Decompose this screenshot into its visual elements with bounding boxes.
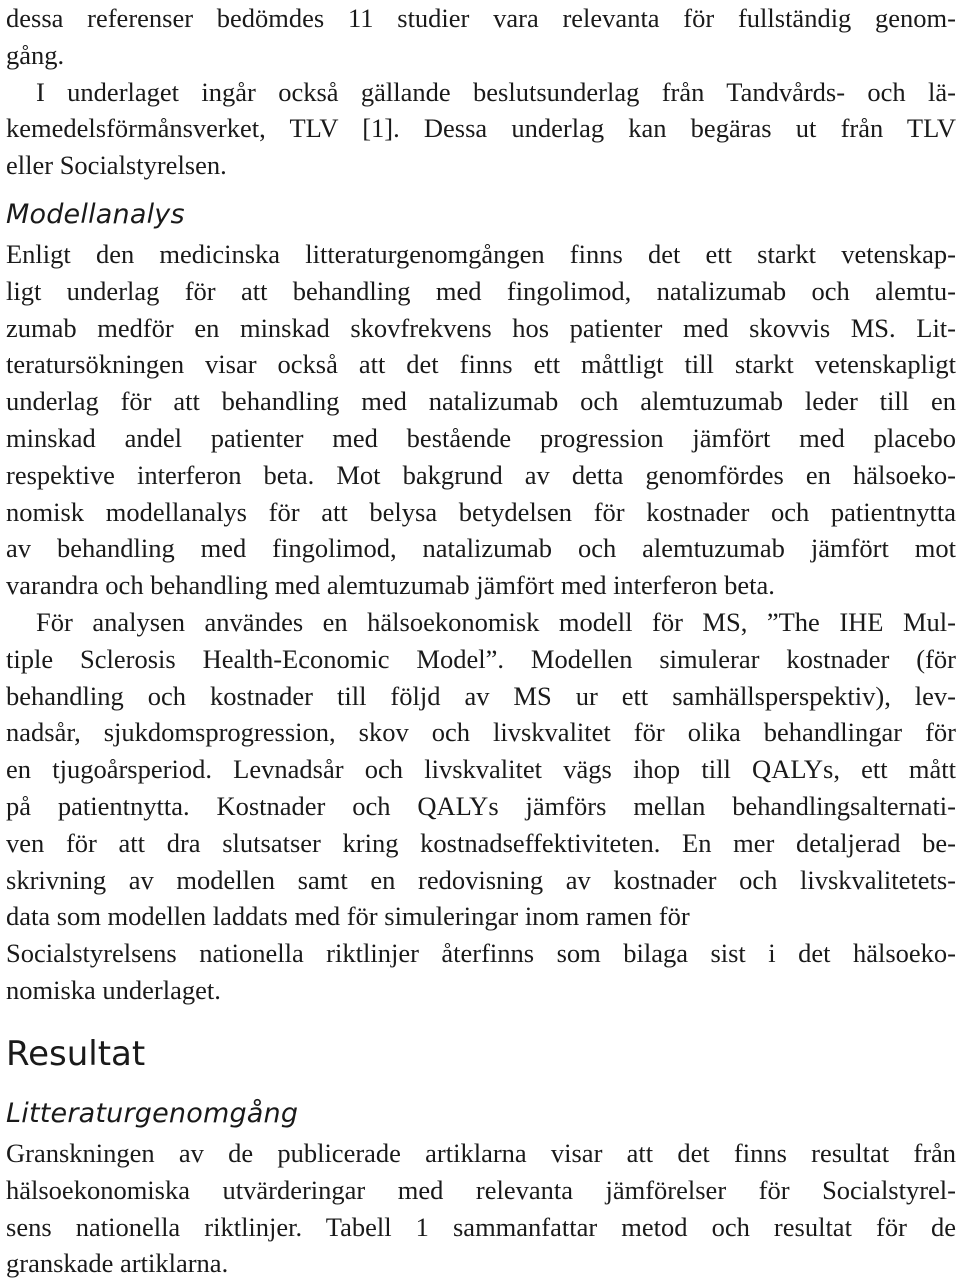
text-line: granskade artiklarna. [6,1248,229,1279]
text-line: Socialstyrelsens nationella riktlinjer återfinns som bilaga sist i det hälsoeko- [6,938,956,969]
text-line: gång. [6,39,65,70]
modellanalys-paragraph [6,236,956,1009]
text-line: underlag för att behandling med natalizumab och alemtuzumab leder till en [6,386,956,417]
text-line: Enligt den medicinska litteraturgenomgången finns det ett starkt vetenskap- [6,239,956,269]
section-heading-modellanalys: Modellanalys [6,199,185,230]
text-line: ven för att dra slutsatser kring kostnadseffektiviteten. En mer detaljerad be- [6,827,956,858]
text-line: ligt underlag för att behandling med fingolimod, natalizumab och alemtu- [6,275,956,306]
text-line: För analysen användes en hälsoekonomisk modell för MS, ”The IHE Mul- [36,606,956,637]
section-heading-resultat: Resultat [6,1034,146,1074]
resultat-paragraph [6,1135,956,1282]
text-line: varandra och behandling med alemtuzumab jämfört med interferon beta. [6,570,775,601]
text-line: respektive interferon beta. Mot bakgrund av detta genomfördes en hälsoeko- [6,459,956,490]
text-line: minskad andel patienter med bestående progression jämfört med placebo [6,422,956,453]
text-line: på patientnytta. Kostnader och QALYs jämförs mellan behandlingsalternati- [6,790,956,821]
text-line: kemedelsförmånsverket, TLV [1]. Dessa underlag kan begäras ut från TLV [6,113,956,144]
text-line: skrivning av modellen samt en redovisning av kostnader och livskvalitetets- [6,864,956,895]
text-line: sens nationella riktlinjer. Tabell 1 sammanfattar metod och resultat för de [6,1211,956,1242]
intro-paragraph [6,0,956,184]
text-line: av behandling med fingolimod, natalizumab och alemtuzumab jämfört mot [6,533,956,564]
text-line: zumab medför en minskad skovfrekvens hos patienter med skovvis MS. Lit- [6,312,956,343]
text-line: behandling och kostnader till följd av MS ur ett samhällsperspektiv), lev- [6,680,956,711]
text-line: tiple Sclerosis Health-Economic Model”. Modellen simulerar kostnader (för [6,643,956,674]
text-line: eller Socialstyrelsen. [6,150,227,181]
text-line: nadsår, sjukdomsprogression, skov och livskvalitet för olika behandlingar för [6,717,956,748]
text-line: I underlaget ingår också gällande beslutsunderlag från Tandvårds- och lä- [36,76,956,107]
text-line: teratursökningen visar också att det finns ett måttligt till starkt vetenskapligt [6,349,956,380]
text-line: nomisk modellanalys för att belysa betydelsen för kostnader och patientnytta [6,496,956,527]
text-line: nomiska underlaget. [6,974,221,1005]
text-line: en tjugoårsperiod. Levnadsår och livskvalitet vägs ihop till QALYs, ett mått [6,754,956,785]
subsection-heading-litteraturgenomgang: Litteraturgenomgång [6,1098,299,1129]
text-line: hälsoekonomiska utvärderingar med relevanta jämförelser för Socialstyrel- [6,1174,956,1205]
text-line: Granskningen av de publicerade artiklarna visar att det finns resultat från [6,1138,956,1168]
text-line: dessa referenser bedömdes 11 studier vara relevanta för fullständig genom- [6,3,956,33]
text-line: data som modellen laddats med för simuleringar inom ramen för [6,901,690,932]
